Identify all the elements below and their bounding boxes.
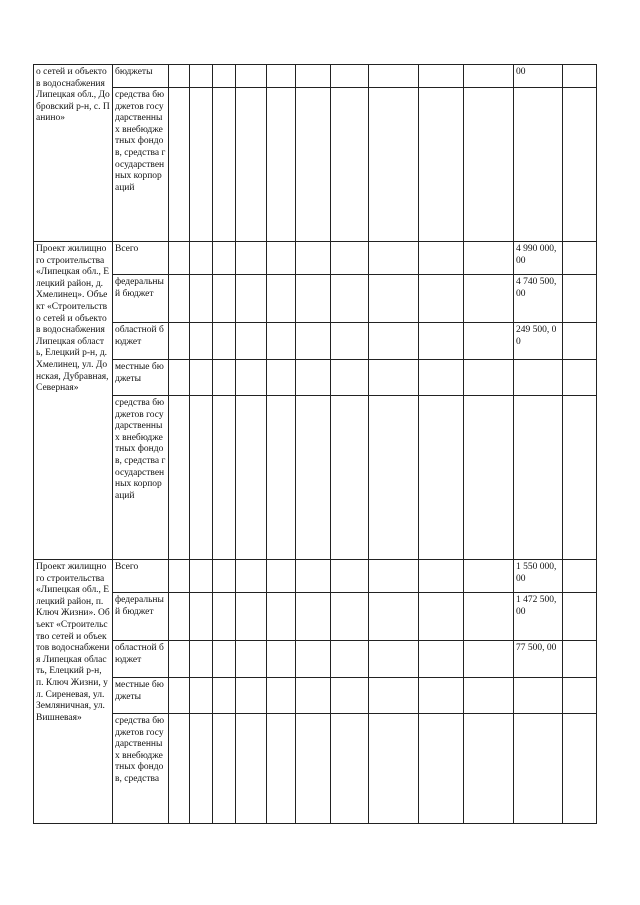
empty-cell (213, 65, 236, 88)
empty-cell (419, 641, 464, 678)
empty-cell (267, 323, 296, 360)
table-row (34, 396, 597, 560)
table-row (34, 323, 597, 360)
empty-cell (331, 396, 369, 560)
empty-cell (331, 275, 369, 323)
empty-cell (331, 641, 369, 678)
empty-cell (169, 323, 190, 360)
empty-cell (369, 65, 419, 88)
empty-cell (331, 88, 369, 242)
funding-source-cell: областной бюджет (113, 641, 169, 678)
funding-source-cell: федеральный бюджет (113, 275, 169, 323)
amount-cell: 1 472 500,00 (514, 593, 563, 641)
amount-cell: 77 500, 00 (514, 641, 563, 678)
table-row (34, 242, 597, 275)
empty-cell (563, 396, 597, 560)
empty-cell (213, 88, 236, 242)
funding-source-cell: бюджеты (113, 65, 169, 88)
empty-cell (236, 641, 267, 678)
empty-cell (296, 593, 331, 641)
empty-cell (563, 242, 597, 275)
empty-cell (236, 560, 267, 593)
empty-cell (369, 641, 419, 678)
empty-cell (236, 65, 267, 88)
empty-cell (464, 641, 514, 678)
empty-cell (464, 88, 514, 242)
empty-cell (213, 641, 236, 678)
table-row (34, 678, 597, 714)
empty-cell (331, 714, 369, 824)
empty-cell (236, 396, 267, 560)
empty-cell (464, 396, 514, 560)
empty-cell (419, 88, 464, 242)
empty-cell (267, 714, 296, 824)
empty-cell (190, 242, 213, 275)
empty-cell (419, 242, 464, 275)
table-row (34, 360, 597, 396)
amount-cell (514, 714, 563, 824)
empty-cell (464, 560, 514, 593)
empty-cell (296, 396, 331, 560)
empty-cell (369, 593, 419, 641)
empty-cell (296, 678, 331, 714)
empty-cell (296, 275, 331, 323)
empty-cell (331, 65, 369, 88)
amount-cell: 4 740 500,00 (514, 275, 563, 323)
amount-cell (514, 678, 563, 714)
empty-cell (169, 396, 190, 560)
empty-cell (213, 242, 236, 275)
empty-cell (464, 360, 514, 396)
amount-cell (514, 396, 563, 560)
empty-cell (267, 65, 296, 88)
amount-cell (514, 360, 563, 396)
empty-cell (169, 641, 190, 678)
funding-source-cell: Всего (113, 560, 169, 593)
budget-table (33, 64, 597, 824)
project-name-cell: о сетей и объектов водоснабжения Липецкая обл., Добровский р-н, с. Панино» (34, 65, 113, 242)
empty-cell (563, 323, 597, 360)
table-row (34, 560, 597, 593)
empty-cell (190, 678, 213, 714)
empty-cell (464, 714, 514, 824)
empty-cell (296, 714, 331, 824)
empty-cell (236, 593, 267, 641)
empty-cell (213, 323, 236, 360)
empty-cell (190, 88, 213, 242)
empty-cell (563, 714, 597, 824)
funding-source-cell: местные бюджеты (113, 360, 169, 396)
project-name-cell: Проект жилищного строительства «Липецкая обл., Елецкий район, д. Хмелинец». Объект «Строительство сетей и объектов водоснабжения Липецкая область, Елецкий р-н, д. Хмелинец, ул. Донская, Дубравная, Северная» (34, 242, 113, 560)
empty-cell (464, 593, 514, 641)
empty-cell (419, 360, 464, 396)
empty-cell (213, 678, 236, 714)
empty-cell (213, 275, 236, 323)
empty-cell (213, 560, 236, 593)
empty-cell (296, 323, 331, 360)
funding-source-cell: средства бюджетов государственных внебюджетных фондов, средства государственных корпораций (113, 88, 169, 242)
empty-cell (267, 360, 296, 396)
empty-cell (190, 641, 213, 678)
empty-cell (419, 714, 464, 824)
empty-cell (169, 593, 190, 641)
empty-cell (563, 593, 597, 641)
empty-cell (563, 360, 597, 396)
empty-cell (419, 275, 464, 323)
empty-cell (296, 65, 331, 88)
empty-cell (563, 275, 597, 323)
empty-cell (267, 396, 296, 560)
empty-cell (169, 714, 190, 824)
empty-cell (369, 714, 419, 824)
empty-cell (213, 593, 236, 641)
empty-cell (331, 560, 369, 593)
empty-cell (369, 242, 419, 275)
empty-cell (464, 65, 514, 88)
empty-cell (563, 65, 597, 88)
table-row (34, 88, 597, 242)
empty-cell (296, 560, 331, 593)
amount-cell: 249 500, 00 (514, 323, 563, 360)
empty-cell (213, 714, 236, 824)
empty-cell (369, 323, 419, 360)
empty-cell (190, 323, 213, 360)
empty-cell (169, 242, 190, 275)
empty-cell (296, 242, 331, 275)
table-row (34, 593, 597, 641)
empty-cell (190, 275, 213, 323)
empty-cell (419, 65, 464, 88)
empty-cell (236, 242, 267, 275)
empty-cell (369, 560, 419, 593)
empty-cell (369, 360, 419, 396)
empty-cell (369, 275, 419, 323)
table-row (34, 714, 597, 824)
empty-cell (419, 678, 464, 714)
empty-cell (563, 678, 597, 714)
empty-cell (296, 88, 331, 242)
empty-cell (169, 65, 190, 88)
empty-cell (190, 360, 213, 396)
empty-cell (419, 396, 464, 560)
empty-cell (331, 678, 369, 714)
empty-cell (267, 242, 296, 275)
table-row (34, 65, 597, 88)
project-name-cell: Проект жилищного строительства «Липецкая обл., Елецкий район, п. Ключ Жизни». Объект «Строительство сетей и объектов водоснабжения Липецкая область, Елецкий р-н, п. Ключ Жизни, ул. Сиреневая, ул. Земляничная, ул. Вишневая» (34, 560, 113, 824)
amount-cell: 00 (514, 65, 563, 88)
empty-cell (296, 360, 331, 396)
empty-cell (464, 275, 514, 323)
empty-cell (169, 275, 190, 323)
empty-cell (213, 360, 236, 396)
empty-cell (236, 360, 267, 396)
empty-cell (419, 323, 464, 360)
empty-cell (190, 65, 213, 88)
empty-cell (267, 593, 296, 641)
empty-cell (296, 641, 331, 678)
empty-cell (464, 242, 514, 275)
funding-source-cell: Всего (113, 242, 169, 275)
empty-cell (169, 88, 190, 242)
empty-cell (369, 88, 419, 242)
empty-cell (464, 323, 514, 360)
empty-cell (331, 323, 369, 360)
amount-cell: 4 990 000,00 (514, 242, 563, 275)
empty-cell (169, 560, 190, 593)
table-row (34, 641, 597, 678)
table-row (34, 275, 597, 323)
empty-cell (267, 678, 296, 714)
empty-cell (419, 593, 464, 641)
empty-cell (236, 88, 267, 242)
funding-source-cell: федеральный бюджет (113, 593, 169, 641)
empty-cell (267, 641, 296, 678)
empty-cell (236, 714, 267, 824)
empty-cell (464, 678, 514, 714)
amount-cell: 1 550 000,00 (514, 560, 563, 593)
empty-cell (267, 560, 296, 593)
table-body (34, 65, 597, 824)
empty-cell (267, 88, 296, 242)
empty-cell (236, 323, 267, 360)
empty-cell (190, 593, 213, 641)
empty-cell (563, 88, 597, 242)
empty-cell (267, 275, 296, 323)
empty-cell (190, 714, 213, 824)
empty-cell (419, 560, 464, 593)
empty-cell (213, 396, 236, 560)
empty-cell (331, 242, 369, 275)
empty-cell (369, 678, 419, 714)
empty-cell (331, 360, 369, 396)
funding-source-cell: областной бюджет (113, 323, 169, 360)
empty-cell (169, 360, 190, 396)
funding-source-cell: средства бюджетов государственных внебюджетных фондов, средства государственных корпораций (113, 396, 169, 560)
empty-cell (190, 396, 213, 560)
amount-cell (514, 88, 563, 242)
empty-cell (236, 678, 267, 714)
empty-cell (563, 560, 597, 593)
empty-cell (190, 560, 213, 593)
funding-source-cell: местные бюджеты (113, 678, 169, 714)
empty-cell (331, 593, 369, 641)
empty-cell (563, 641, 597, 678)
empty-cell (236, 275, 267, 323)
empty-cell (169, 678, 190, 714)
empty-cell (369, 396, 419, 560)
funding-source-cell: средства бюджетов государственных внебюджетных фондов, средства (113, 714, 169, 824)
